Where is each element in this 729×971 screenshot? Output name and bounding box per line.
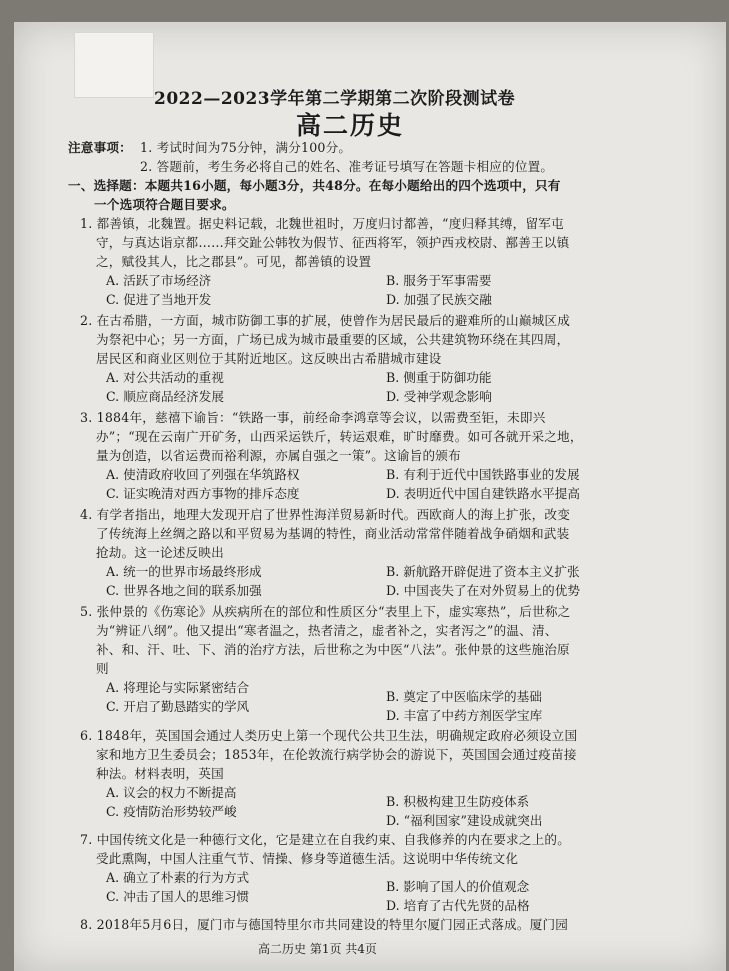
q1-option-d: D. 加强了民族交融 [386,292,492,307]
q5-option-b: B. 奠定了中医临床学的基础 [386,689,542,704]
q5-option-c: C. 开启了勤恳踏实的学风 [106,699,250,714]
q7-option-a: A. 确立了朴素的行为方式 [106,870,250,885]
blank-label-sticker [74,32,154,98]
q1-stem-line3: 之，赋役其人，比之郡县”。可见，都善镇的设置 [96,254,372,269]
q4-option-a: A. 统一的世界市场最终形成 [106,564,262,579]
q5-option-a: A. 将理论与实际紧密结合 [106,680,250,695]
q3-option-d: D. 表明近代中国自建铁路水平提高 [386,486,580,501]
q3-stem-line3: 量为创造，以省运费而裕利源，亦属自强之一策”。这谕旨的颁布 [96,448,461,463]
q6-option-a: A. 议会的权力不断提高 [106,785,237,800]
subject-title: 高二历史 [296,111,405,140]
q7-option-c: C. 冲击了国人的思维习惯 [106,889,250,904]
q6-option-c: C. 疫情防治形势较严峻 [106,804,237,819]
q4-stem-line2: 了传统海上丝绸之路以和平贸易为基调的特性，商业活动常常伴随着战争硝烟和武装 [96,526,570,541]
q7-stem-line1: 7. 中国传统文化是一种德行文化，它是建立在自我约束、自我修养的内在要求之上的。 [80,832,570,847]
q3-option-c: C. 证实晚清对西方事物的排斥态度 [106,486,300,501]
q4-option-d: D. 中国丧失了在对外贸易上的优势 [386,583,580,598]
q6-stem-line3: 种法。材料表明，英国 [96,766,224,781]
q4-option-c: C. 世界各地之间的联系加强 [106,583,262,598]
q3-option-a: A. 使清政府收回了列强在华筑路权 [106,467,300,482]
q7-stem-line2: 受此熏陶，中国人注重气节、情操、修身等道德生活。这说明中华传统文化 [96,851,519,866]
q4-stem-line1: 4. 有学者指出，地理大发现开启了世界性海洋贸易新时代。西欧商人的海上扩张，改变 [80,507,570,522]
q2-option-c: C. 顺应商品经济发展 [106,389,224,404]
q5-stem-line4: 则 [96,661,109,676]
q7-option-b: B. 影响了国人的价值观念 [386,879,530,894]
q2-stem-line2: 为祭祀中心；另一方面，广场已成为城市最重要的区域，公共建筑物环绕在其四周， [96,332,570,347]
q3-stem-line2: 办”；“现在云南广开矿务，山西采运铁斤，转运艰难，旷时靡费。如可各就开采之地， [96,429,583,444]
q4-option-b: B. 新航路开辟促进了资本主义扩张 [386,564,580,579]
q4-stem-line3: 抢劫。这一论述反映出 [96,545,224,560]
q1-option-c: C. 促进了当地开发 [106,292,212,307]
notice-item-1: 1. 考试时间为75分钟，满分100分。 [140,140,352,155]
notice-label: 注意事项： [68,140,132,155]
page-footer: 高二历史 第1页 共4页 [258,942,377,956]
q5-stem-line1: 5. 张仲景的《伤寒论》从疾病所在的部位和性质区分“表里上下，虚实寒热”，后世称之 [80,604,571,619]
exam-paper [14,22,726,971]
q2-stem-line1: 2. 在古希腊，一方面，城市防御工事的扩展，使曾作为居民最后的避难所的山巅城区成 [80,313,570,328]
q7-option-d: D. 培育了古代先贤的品格 [386,898,530,913]
q6-stem-line1: 6. 1848年，英国国会通过人类历史上第一个现代公共卫生法，明确规定政府必须设立国 [80,728,578,743]
section-heading-cont: 一个选项符合题目要求。 [94,197,235,212]
exam-title: 2022—2023学年第二学期第二次阶段测试卷 [154,89,516,109]
q1-option-b: B. 服务于军事需要 [386,273,492,288]
q1-stem-line1: 1. 都善镇，北魏置。据史料记载，北魏世祖时，万度归讨都善，“度归释其缚，留军屯 [80,216,564,231]
q5-stem-line3: 补、和、汗、吐、下、消的治疗方法，后世称之为中医“八法”。张仲景的这些施治原 [96,642,570,657]
q5-option-d: D. 丰富了中药方剂医学宝库 [386,708,543,723]
q1-option-a: A. 活跃了市场经济 [106,273,212,288]
section-heading: 一、选择题：本题共16小题，每小题3分，共48分。在每小题给出的四个选项中，只有 [68,178,561,193]
notice-item-2: 2. 答题前，考生务必将自己的姓名、准考证号填写在答题卡相应的位置。 [140,159,554,174]
q2-option-b: B. 侧重于防御功能 [386,370,492,385]
q2-option-a: A. 对公共活动的重视 [106,370,224,385]
q3-stem-line1: 3. 1884年，慈禧下谕旨：“铁路一事，前经命李鸿章等会议，以需费至钜，未即兴 [80,410,546,425]
q1-stem-line2: 守，与真达诣京都……拜交趾公韩牧为假节、征西将军，领护西戎校尉、鄯善王以镇 [96,235,570,250]
q2-option-d: D. 受神学观念影响 [386,389,492,404]
q3-option-b: B. 有利于近代中国铁路事业的发展 [386,467,580,482]
q6-option-d: D. “福利国家”建设成就突出 [386,813,543,828]
q8-stem-line1: 8. 2018年5月6日，厦门市与德国特里尔市共同建设的特里尔厦门园正式落成。厦门园 [80,917,569,932]
q5-stem-line2: 为“辨证八纲”。他又提出“寒者温之，热者清之，虚者补之，实者泻之”的温、清、 [96,623,558,638]
q6-stem-line2: 家和地方卫生委员会；1853年，在伦敦流行病学协会的游说下，英国国会通过疫苗接 [96,747,577,762]
q6-option-b: B. 积极构建卫生防疫体系 [386,794,530,809]
q2-stem-line3: 居民区和商业区则位于其附近地区。这反映出古希腊城市建设 [96,351,442,366]
